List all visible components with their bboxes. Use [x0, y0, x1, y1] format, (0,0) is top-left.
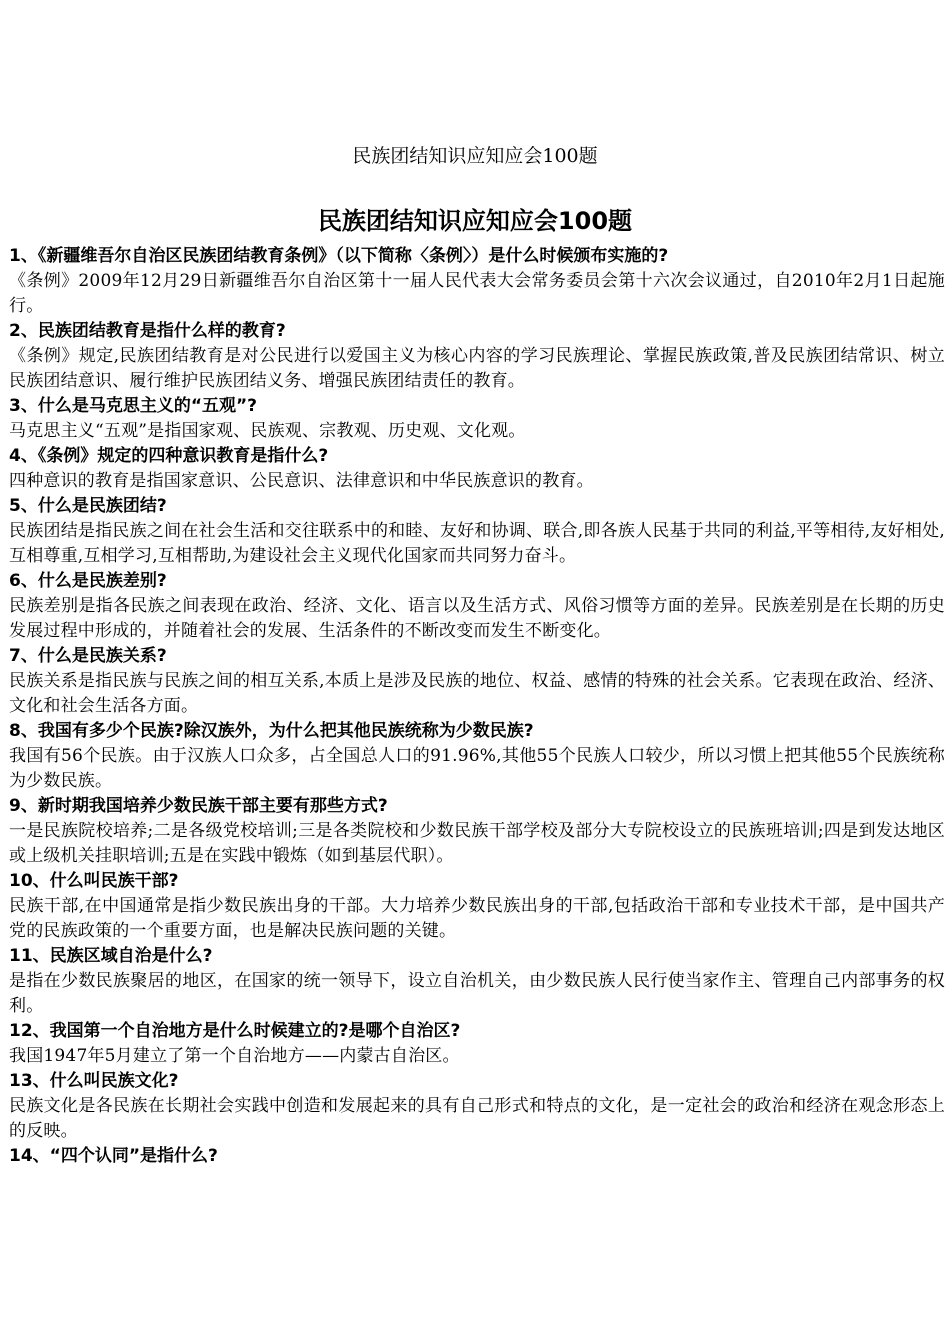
question-text: 14、“四个认同”是指什么? [9, 1146, 218, 1166]
question-text: 1、《新疆维吾尔自治区民族团结教育条例》（以下简称〈条例〉）是什么时候颁布实施的? [9, 246, 669, 266]
qa-item [9, 644, 945, 719]
qa-item [9, 494, 945, 569]
question-text: 9、新时期我国培养少数民族干部主要有那些方式? [9, 796, 388, 816]
question-text: 12、我国第一个自治地方是什么时候建立的?是哪个自治区? [9, 1021, 461, 1041]
answer-text: 我国1947年5月建立了第一个自治地方——内蒙古自治区。 [9, 1046, 460, 1066]
question-text: 6、什么是民族差别? [9, 571, 167, 591]
page-header-title: 民族团结知识应知应会100题 [352, 145, 598, 167]
qa-item [9, 319, 945, 394]
question-text: 5、什么是民族团结? [9, 496, 167, 516]
qa-item [9, 869, 945, 944]
qa-list [9, 244, 945, 1169]
qa-item [9, 394, 945, 444]
answer-text: 民族文化是各民族在长期社会实践中创造和发展起来的具有自己形式和特点的文化，是一定社会的政治和经济在观念形态上的反映。 [9, 1096, 945, 1141]
qa-item [9, 244, 945, 319]
question-text: 11、民族区域自治是什么? [9, 946, 213, 966]
question-text: 4、《条例》规定的四种意识教育是指什么? [9, 446, 329, 466]
answer-text: 四种意识的教育是指国家意识、公民意识、法律意识和中华民族意识的教育。 [9, 471, 594, 491]
qa-item [9, 1019, 945, 1069]
answer-text: 民族团结是指民族之间在社会生活和交往联系中的和睦、友好和协调、联合,即各族人民基于共同的利益,平等相待,友好相处,互相尊重,互相学习,互相帮助,为建设社会主义现代化国家而共同努力奋斗。 [9, 521, 945, 566]
answer-text: 民族关系是指民族与民族之间的相互关系,本质上是涉及民族的地位、权益、感情的特殊的社会关系。它表现在政治、经济、文化和社会生活各方面。 [9, 671, 945, 716]
question-text: 3、什么是马克思主义的“五观”? [9, 396, 258, 416]
qa-item [9, 1144, 945, 1169]
answer-text: 我国有56个民族。由于汉族人口众多，占全国总人口的91.96%,其他55个民族人口较少，所以习惯上把其他55个民族统称为少数民族。 [9, 746, 945, 791]
answer-text: 是指在少数民族聚居的地区，在国家的统一领导下，设立自治机关，由少数民族人民行使当家作主、管理自己内部事务的权利。 [9, 971, 945, 1016]
qa-item [9, 794, 945, 869]
answer-text: 民族差别是指各民族之间表现在政治、经济、文化、语言以及生活方式、风俗习惯等方面的差异。民族差别是在长期的历史发展过程中形成的，并随着社会的发展、生活条件的不断改变而发生不断变化。 [9, 596, 945, 641]
answer-text: 《条例》规定,民族团结教育是对公民进行以爱国主义为核心内容的学习民族理论、掌握民族政策,普及民族团结常识、树立民族团结意识、履行维护民族团结义务、增强民族团结责任的教育。 [9, 346, 945, 391]
question-text: 8、我国有多少个民族?除汉族外，为什么把其他民族统称为少数民族? [9, 721, 534, 741]
answer-text: 一是民族院校培养;二是各级党校培训;三是各类院校和少数民族干部学校及部分大专院校设立的民族班培训;四是到发达地区或上级机关挂职培训;五是在实践中锻炼（如到基层代职）。 [9, 821, 945, 866]
qa-item [9, 569, 945, 644]
question-text: 13、什么叫民族文化? [9, 1071, 179, 1091]
qa-item [9, 444, 945, 494]
answer-text: 《条例》2009年12月29日新疆维吾尔自治区第十一届人民代表大会常务委员会第十六次会议通过，自2010年2月1日起施行。 [9, 271, 945, 316]
qa-item [9, 719, 945, 794]
document-title: 民族团结知识应知应会100题 [317, 207, 633, 235]
answer-text: 民族干部,在中国通常是指少数民族出身的干部。大力培养少数民族出身的干部,包括政治干部和专业技术干部，是中国共产党的民族政策的一个重要方面，也是解决民族问题的关键。 [9, 896, 945, 941]
question-text: 10、什么叫民族干部? [9, 871, 179, 891]
answer-text: 马克思主义“五观”是指国家观、民族观、宗教观、历史观、文化观。 [9, 421, 526, 441]
qa-item [9, 944, 945, 1019]
question-text: 7、什么是民族关系? [9, 646, 167, 666]
question-text: 2、民族团结教育是指什么样的教育? [9, 321, 286, 341]
qa-item [9, 1069, 945, 1144]
